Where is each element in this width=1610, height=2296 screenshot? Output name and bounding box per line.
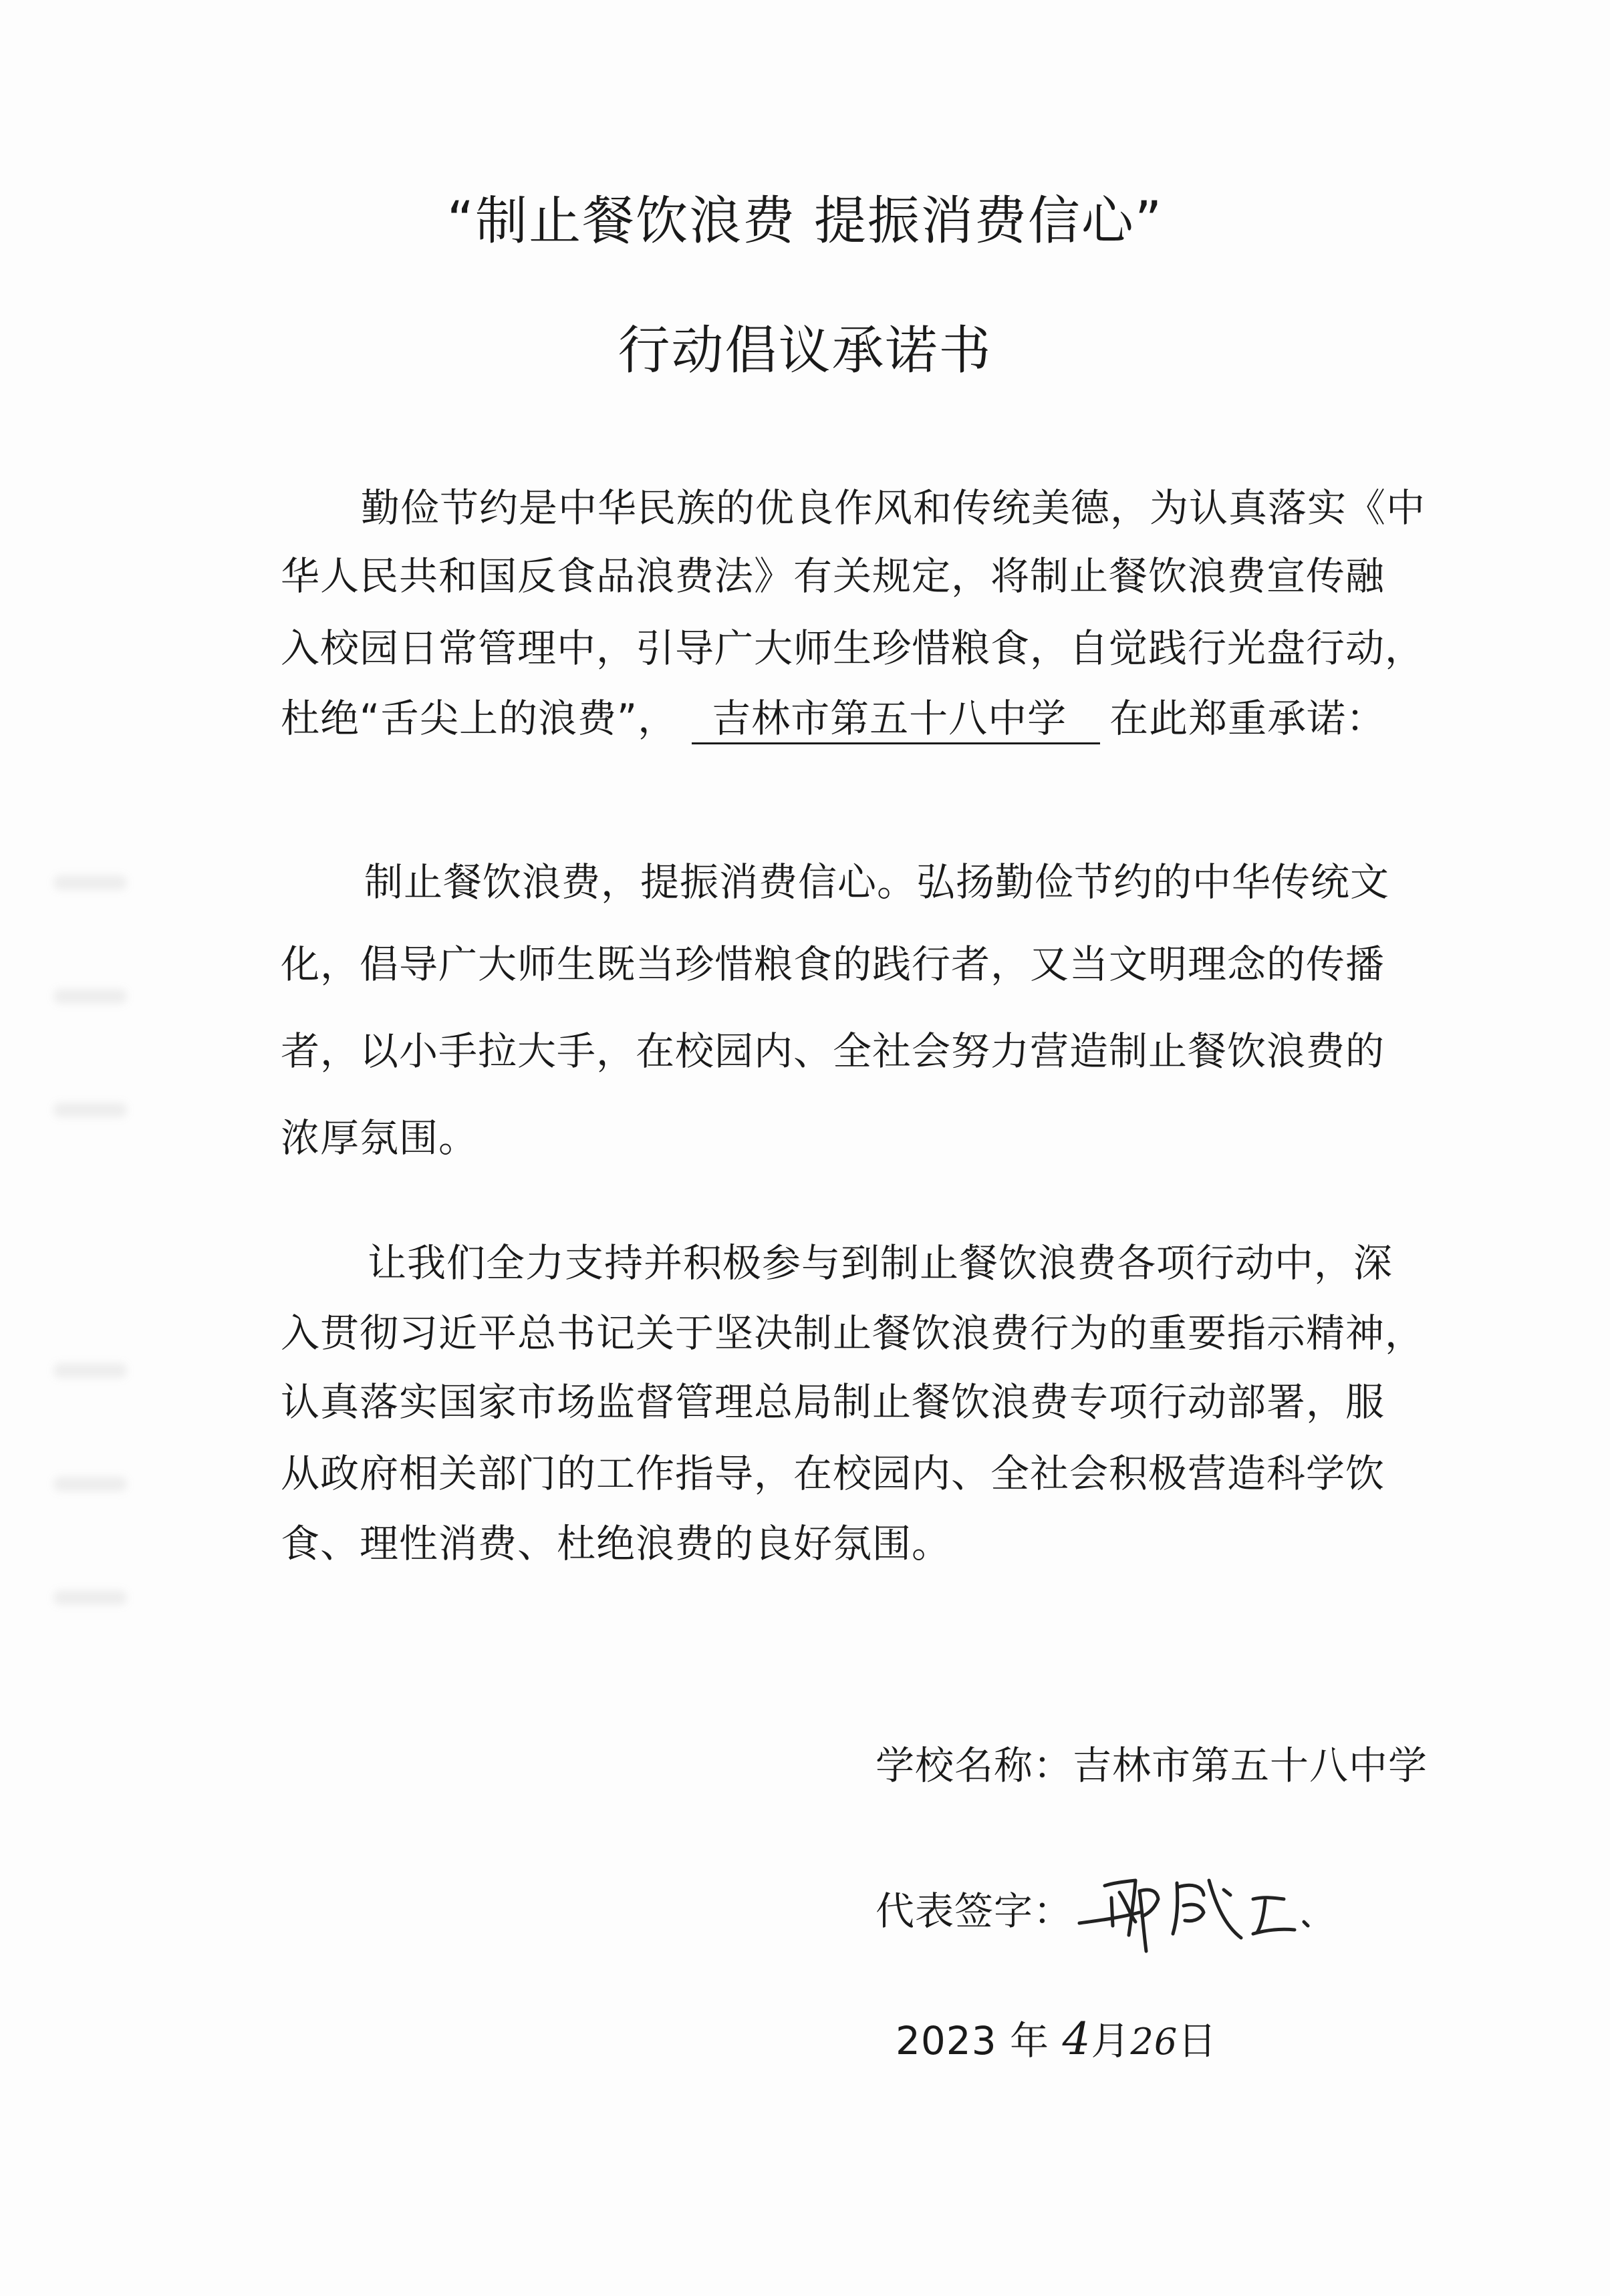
- date-month-handwritten: 4: [1062, 2013, 1091, 2065]
- para1-line3: 入校园日常管理中，引导广大师生珍惜粮食，自觉践行光盘行动，: [281, 625, 1425, 671]
- signature-label: 代表签字：: [876, 1888, 1073, 1934]
- handwritten-signature: [1073, 1851, 1320, 1958]
- para2-line1: 制止餐饮浪费，提振消费信心。弘扬勤俭节约的中华传统文: [364, 859, 1390, 905]
- para1-line4-prefix: 杜绝“舌尖上的浪费”，: [281, 696, 678, 741]
- scan-smudge: [53, 875, 127, 890]
- scan-smudge: [53, 1103, 127, 1117]
- document-subtitle: 行动倡议承诺书: [618, 321, 992, 381]
- para2-line3: 者，以小手拉大手，在校园内、全社会努力营造制止餐饮浪费的: [281, 1028, 1385, 1074]
- para1-line4: [281, 698, 1385, 744]
- para3-line3: 认真落实国家市场监督管理总局制止餐饮浪费专项行动部署，服: [281, 1379, 1385, 1425]
- school-name-label: 学校名称：: [876, 1743, 1073, 1788]
- para2-line4: 浓厚氛围。: [281, 1115, 479, 1161]
- scan-smudge: [53, 989, 127, 1004]
- date-month-unit: 月: [1091, 2018, 1131, 2063]
- para1-line1: 勤俭节约是中华民族的优良作风和传统美德，为认真落实《中: [361, 485, 1426, 531]
- scan-smudge: [53, 1477, 127, 1491]
- scan-smudge: [53, 1590, 127, 1605]
- para3-line4: 从政府相关部门的工作指导，在校园内、全社会积极营造科学饮: [281, 1451, 1385, 1496]
- school-name-line: [876, 1743, 1428, 1788]
- date-day-unit: 日: [1178, 2018, 1218, 2063]
- para1-line2: 华人民共和国反食品浪费法》有关规定，将制止餐饮浪费宣传融: [281, 553, 1385, 599]
- para3-line2: 入贯彻习近平总书记关于坚决制止餐饮浪费行为的重要指示精神，: [281, 1310, 1425, 1356]
- date-line: [896, 2013, 1218, 2065]
- scan-smudge: [53, 1363, 127, 1378]
- school-name-value: 吉林市第五十八中学: [1073, 1743, 1428, 1788]
- date-year: 2023 年: [896, 2018, 1050, 2063]
- document-title: “制止餐饮浪费 提振消费信心”: [446, 191, 1164, 251]
- para3-line5: 食、理性消费、杜绝浪费的良好氛围。: [281, 1521, 952, 1566]
- school-name-blank: 吉林市第五十八中学: [692, 698, 1100, 744]
- para2-line2: 化，倡导广大师生既当珍惜粮食的践行者，又当文明理念的传播: [281, 942, 1385, 987]
- para1-line4-suffix: 在此郑重承诺：: [1109, 696, 1386, 741]
- date-day-handwritten: 26: [1130, 2021, 1178, 2063]
- para3-line1: 让我们全力支持并积极参与到制止餐饮浪费各项行动中，深: [368, 1240, 1393, 1286]
